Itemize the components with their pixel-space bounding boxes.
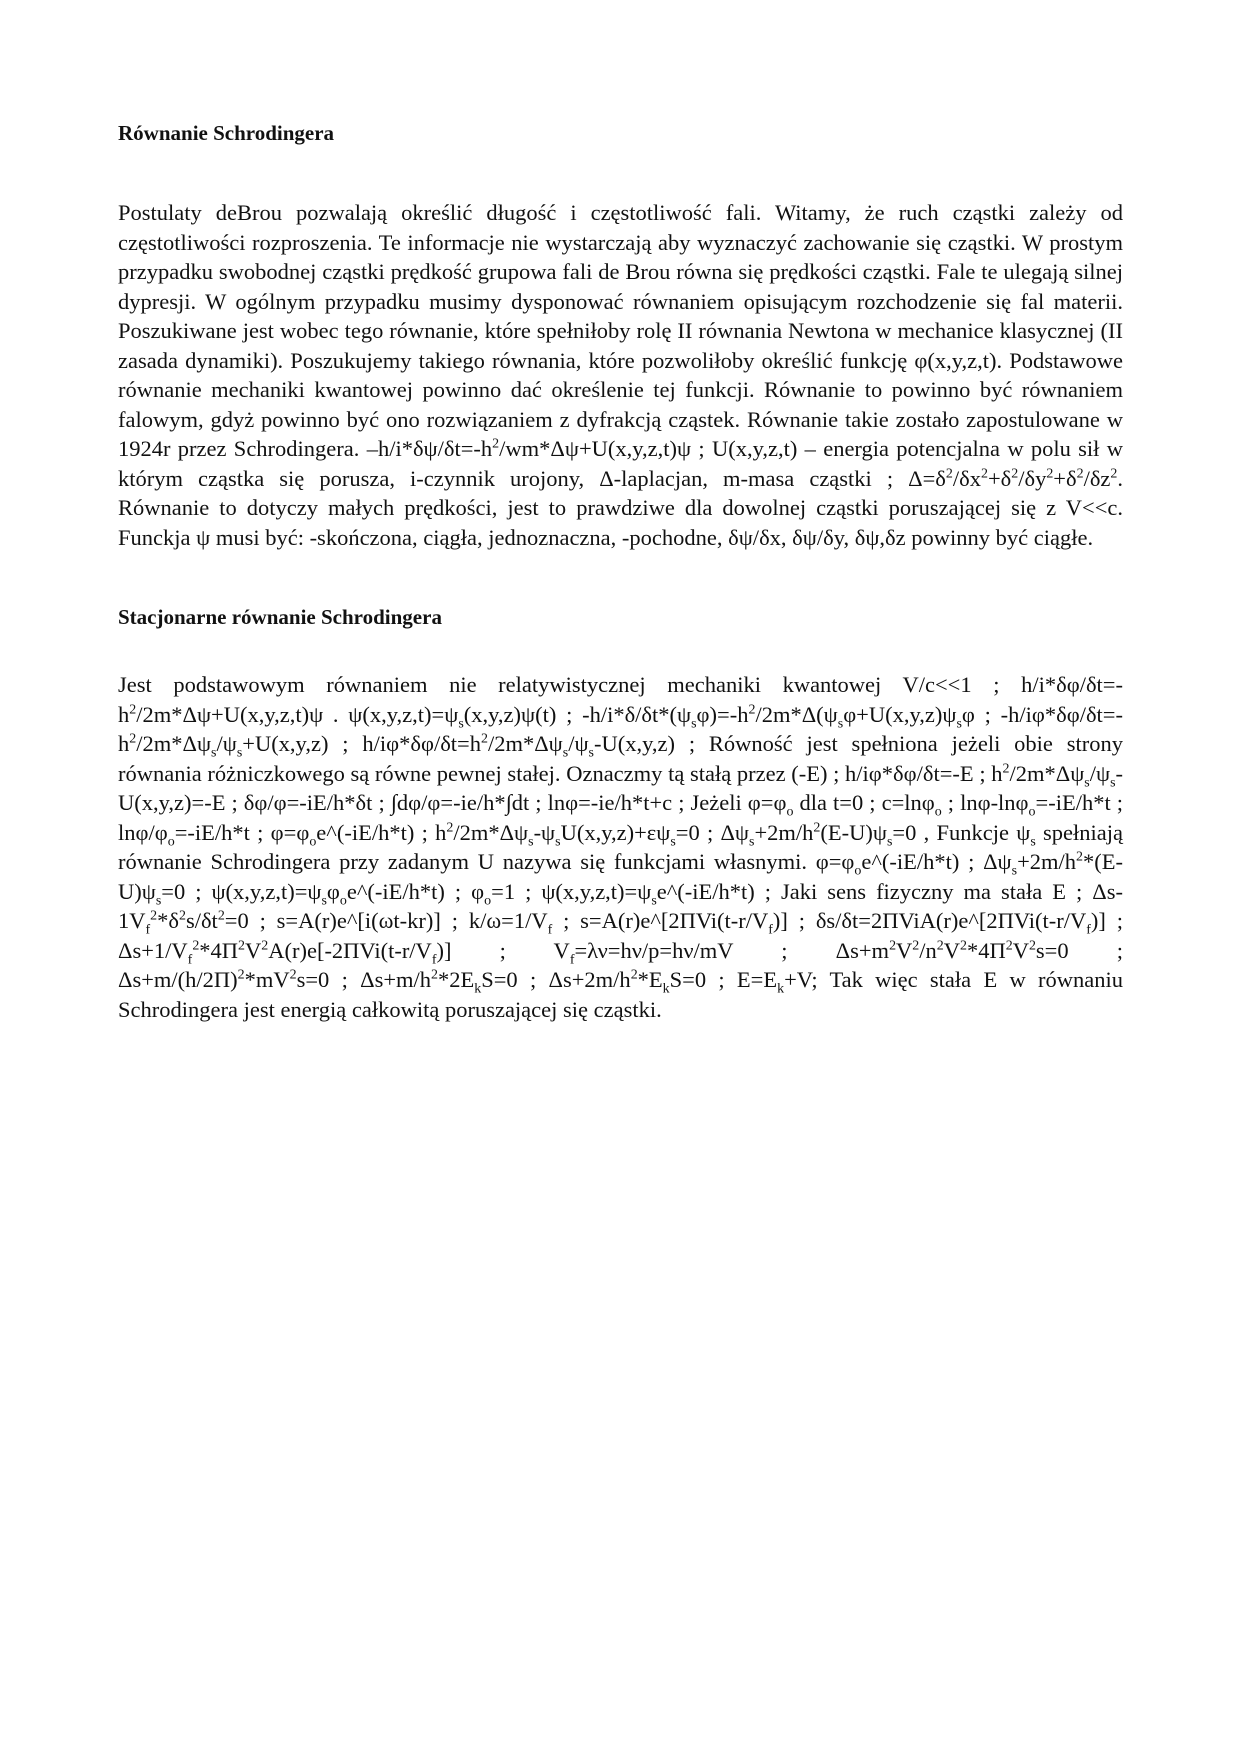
superscript: 2 [178, 908, 186, 924]
subscript: o [339, 893, 347, 908]
subscript: o [167, 834, 175, 849]
subscript: s [1030, 834, 1036, 849]
text-run: Jest podstawowym równaniem nie relatywistycznej mechaniki kwantowej V/c<<1 ; h/i*δφ/δt=-h [118, 672, 1123, 727]
document-page [118, 118, 1123, 1024]
subscript: f [547, 922, 553, 938]
subscript: s [837, 716, 844, 731]
superscript: 2 [289, 967, 297, 983]
text-run: =0 , Funkcje ψ [892, 819, 1031, 845]
text-run: /ψ [1089, 760, 1111, 786]
superscript: 2 [150, 908, 158, 924]
subscript: s [956, 716, 962, 731]
subscript: o [309, 834, 317, 849]
text-run: φ)=-h [696, 701, 749, 727]
superscript: 2 [446, 820, 454, 835]
subscript: s [651, 893, 657, 908]
text-run: A(r)e[-2ΠVi(t-r/V [268, 937, 432, 963]
subscript: k [777, 981, 785, 997]
superscript: 2 [1076, 849, 1084, 865]
text-run: /2m*Δψ [1009, 760, 1085, 786]
text-run: =1 ; ψ(x,y,z,t)=ψ [491, 878, 652, 904]
text-run: Postulaty deBrou pozwalają określić długość i częstotliwość fali. Witamy, że ruch cząstki zależy od częstotliwości rozproszenia. Te informacje nie wystarczają aby wyznaczyć zachowanie się cząstki. W prostym przypadku swobodnej cząstki prędkość grupowa fali de Brou równa się prędkości cząstki. Fale te ulegają silnej dypresji. W ogólnym przypadku musimy dysponować równaniem opisującym rozchodzenie się fal materii. Poszukiwane jest wobec tego równanie, które spełniłoby rolę II równania Newtona w mechanice klasycznej (II zasada dynamiki). Poszukujemy takiego równania, które pozwoliłoby określić funkcję φ(x,y,z,t). Podstawowe równanie mechaniki kwantowej powinno dać określenie tej funkcji. Równanie to powinno być równaniem falowym, gdyż powinno być ono rozwiązaniem z dyfrakcją cząstek. Równanie takie zostało zapostulowane w 1924r przez Schrodingera. –h/i*δψ/δt=-h [118, 200, 1123, 461]
text-run: φ ; -h/iφ*δφ/δt=-h [118, 701, 1123, 756]
text-run: /2m*Δ(ψ [755, 701, 838, 727]
subscript: s [886, 834, 893, 849]
text-run: U(x,y,z)+εψ [560, 819, 671, 845]
text-run: *4Π [199, 937, 239, 963]
text-run: V [245, 937, 262, 963]
superscript: 2 [129, 731, 137, 747]
superscript: 2 [431, 967, 439, 983]
superscript: 2 [480, 731, 488, 747]
subscript: s [321, 893, 327, 908]
text-run: +V; Tak więc stała E w równaniu Schrodingera jest energią całkowitą poruszającej się cząstki. [118, 967, 1123, 1022]
subscript: k [662, 981, 670, 997]
subscript: s [528, 834, 534, 849]
text-run: +δ [987, 465, 1012, 491]
text-run: *δ [157, 908, 179, 933]
text-run: =-iE/h*t ; φ=φ [174, 819, 310, 845]
text-run: spełniają równanie Schrodingera przy zadanym U nazywa się funkcjami własnymi. φ=φ [118, 819, 1123, 874]
text-run: /2m*Δψ+U(x,y,z,t)ψ . ψ(x,y,z,t)=ψ [136, 701, 459, 727]
superscript: 2 [748, 702, 756, 717]
text-run: s=0 ; Δs+m/h [296, 967, 432, 992]
text-run: e^(-iE/h*t) ; h [316, 819, 447, 845]
subscript: s [691, 716, 697, 731]
section-heading: Równanie Schrodingera [118, 121, 335, 145]
superscript: 2 [1110, 466, 1118, 481]
superscript: 2 [1002, 761, 1010, 776]
text-run: )] ; V [436, 937, 570, 963]
text-run: +δ [1053, 465, 1077, 491]
subscript: s [236, 745, 243, 761]
subscript: s [1084, 775, 1090, 790]
superscript: 2 [936, 938, 944, 953]
text-run: =-iE/h*t ; lnφ/φ [118, 790, 1123, 845]
text-run: =λν=hν/p=hν/mV ; Δs+m [574, 937, 890, 963]
text-run: *E [637, 967, 663, 992]
superscript: 2 [217, 908, 225, 924]
text-run: (x,y,z)ψ(t) ; -h/i*δ/δt*(ψ [463, 701, 692, 727]
text-run: /wm*Δψ+U(x,y,z,t)ψ ; U(x,y,z,t) – energia potencjalna w polu sił w którym cząstka się porusza, i-czynnik urojony, Δ-laplacjan, m-masa cząstki ; Δ=δ [118, 436, 1123, 491]
text-run: -ψ [533, 819, 556, 845]
superscript: 2 [945, 466, 953, 481]
subscript: s [1011, 863, 1018, 879]
superscript: 2 [1011, 466, 1019, 481]
text-run: *2E [438, 967, 475, 992]
text-run: +2m/h [1017, 849, 1077, 874]
subscript: s [155, 893, 162, 908]
text-run: s/δt [185, 908, 218, 933]
text-run: dla t=0 ; c=lnφ [793, 790, 935, 815]
text-run: e^(-iE/h*t) ; Jaki sens fizyczny ma stała E ; Δs-1V [118, 878, 1123, 933]
text-run: /ψ [568, 731, 589, 756]
text-run: s=0 ; Δs+m/(h/2Π) [118, 937, 1123, 992]
text-run: S=0 ; Δs+2m/h [481, 967, 631, 992]
subscript: s [211, 745, 217, 761]
text-run: /ψ [216, 731, 237, 756]
subscript: f [145, 922, 151, 938]
superscript: 2 [1076, 466, 1084, 481]
subscript: o [934, 804, 942, 820]
subscript: s [555, 834, 561, 849]
text-run: -U(x,y,z)=-E ; δφ/φ=-iE/h*δt ; ∫dφ/φ=-ie/h*∫dt ; lnφ=-ie/h*t+c ; Jeżeli φ=φ [118, 760, 1123, 815]
subscript: k [474, 981, 482, 997]
text-run: S=0 ; E=E [669, 967, 778, 992]
superscript: 2 [129, 702, 137, 717]
superscript: 2 [960, 938, 967, 953]
text-run: /2m*Δψ [487, 731, 563, 756]
subscript: s [458, 716, 464, 731]
subscript: o [786, 804, 794, 820]
text-run: =0 ; Δψ [675, 819, 750, 845]
section-body [118, 670, 1123, 1024]
superscript: 2 [237, 967, 245, 983]
superscript: 2 [813, 820, 821, 835]
superscript: 2 [1005, 938, 1013, 953]
text-run: *4Π [966, 937, 1006, 963]
text-run: e^(-iE/h*t) ; φ [346, 878, 485, 904]
superscript: 2 [889, 938, 897, 953]
text-run: -U(x,y,z) ; Równość jest spełniona jeżeli obie strony równania różniczkowego są równe pewnej stałej. Oznaczmy tą stałą przez (-E) ; h/iφ*δφ/δt=-E ; h [118, 731, 1123, 786]
subscript: f [187, 952, 193, 967]
text-run: +U(x,y,z) ; h/iφ*δφ/δt=h [242, 731, 481, 756]
text-run: /2m*Δψ [453, 819, 529, 845]
text-run: /δy [1018, 465, 1047, 491]
superscript: 2 [1046, 466, 1054, 481]
section-body [118, 198, 1123, 552]
text-run: V [943, 937, 960, 963]
text-run: ; s=A(r)e^[2ΠVi(t-r/V [552, 908, 769, 933]
superscript: 2 [1028, 938, 1036, 953]
text-run: /δz [1083, 465, 1111, 491]
subscript: f [1086, 922, 1091, 938]
subscript: s [562, 745, 569, 761]
text-run: =0 ; ψ(x,y,z,t)=ψ [161, 878, 322, 904]
text-run: φ [326, 878, 340, 904]
text-run: V [896, 937, 913, 963]
subscript: f [431, 952, 437, 967]
text-run: )] ; Δs+1/V [118, 908, 1123, 963]
superscript: 2 [492, 436, 500, 452]
superscript: 2 [261, 938, 269, 953]
text-run: /2m*Δψ [136, 731, 212, 756]
text-run: )] ; δs/δt=2ΠViA(r)e^[2ΠVi(t-r/V [772, 908, 1087, 933]
subscript: s [588, 745, 594, 761]
text-run: /n [919, 937, 937, 963]
subscript: s [749, 834, 755, 849]
text-run: *mV [244, 967, 290, 992]
text-run: *(E-U)ψ [118, 849, 1123, 904]
subscript: f [569, 952, 575, 967]
superscript: 2 [238, 938, 246, 953]
text-run: . Równanie to dotyczy małych prędkości, jest to prawdziwe dla dowolnej cząstki poruszającej się z V<<c. Funckja ψ musi być: -skończona, ciągła, jednoznaczna, -pochodne, δψ/δx, δψ/δy, δψ,δz powinny być ciągłe. [118, 465, 1123, 550]
subscript: s [1110, 775, 1116, 790]
section-heading: Stacjonarne równanie Schrodingera [118, 605, 442, 629]
text-run: V [1012, 937, 1029, 963]
subscript: o [1028, 804, 1036, 820]
subscript: s [670, 834, 676, 849]
text-run: =0 ; s=A(r)e^[i(ωt-kr)] ; k/ω=1/V [224, 908, 548, 933]
text-run: (E-U)ψ [820, 819, 887, 845]
text-run: ; lnφ-lnφ [941, 790, 1029, 815]
text-run: φ+U(x,y,z)ψ [843, 701, 957, 727]
superscript: 2 [192, 938, 200, 953]
superscript: 2 [630, 967, 638, 983]
text-run: e^(-iE/h*t) ; Δψ [861, 849, 1012, 874]
subscript: o [854, 863, 862, 879]
superscript: 2 [912, 938, 920, 953]
text-run: /δx [952, 465, 981, 491]
subscript: o [484, 893, 492, 908]
subscript: f [768, 922, 773, 938]
text-run: +2m/h [754, 819, 814, 845]
superscript: 2 [980, 466, 988, 481]
